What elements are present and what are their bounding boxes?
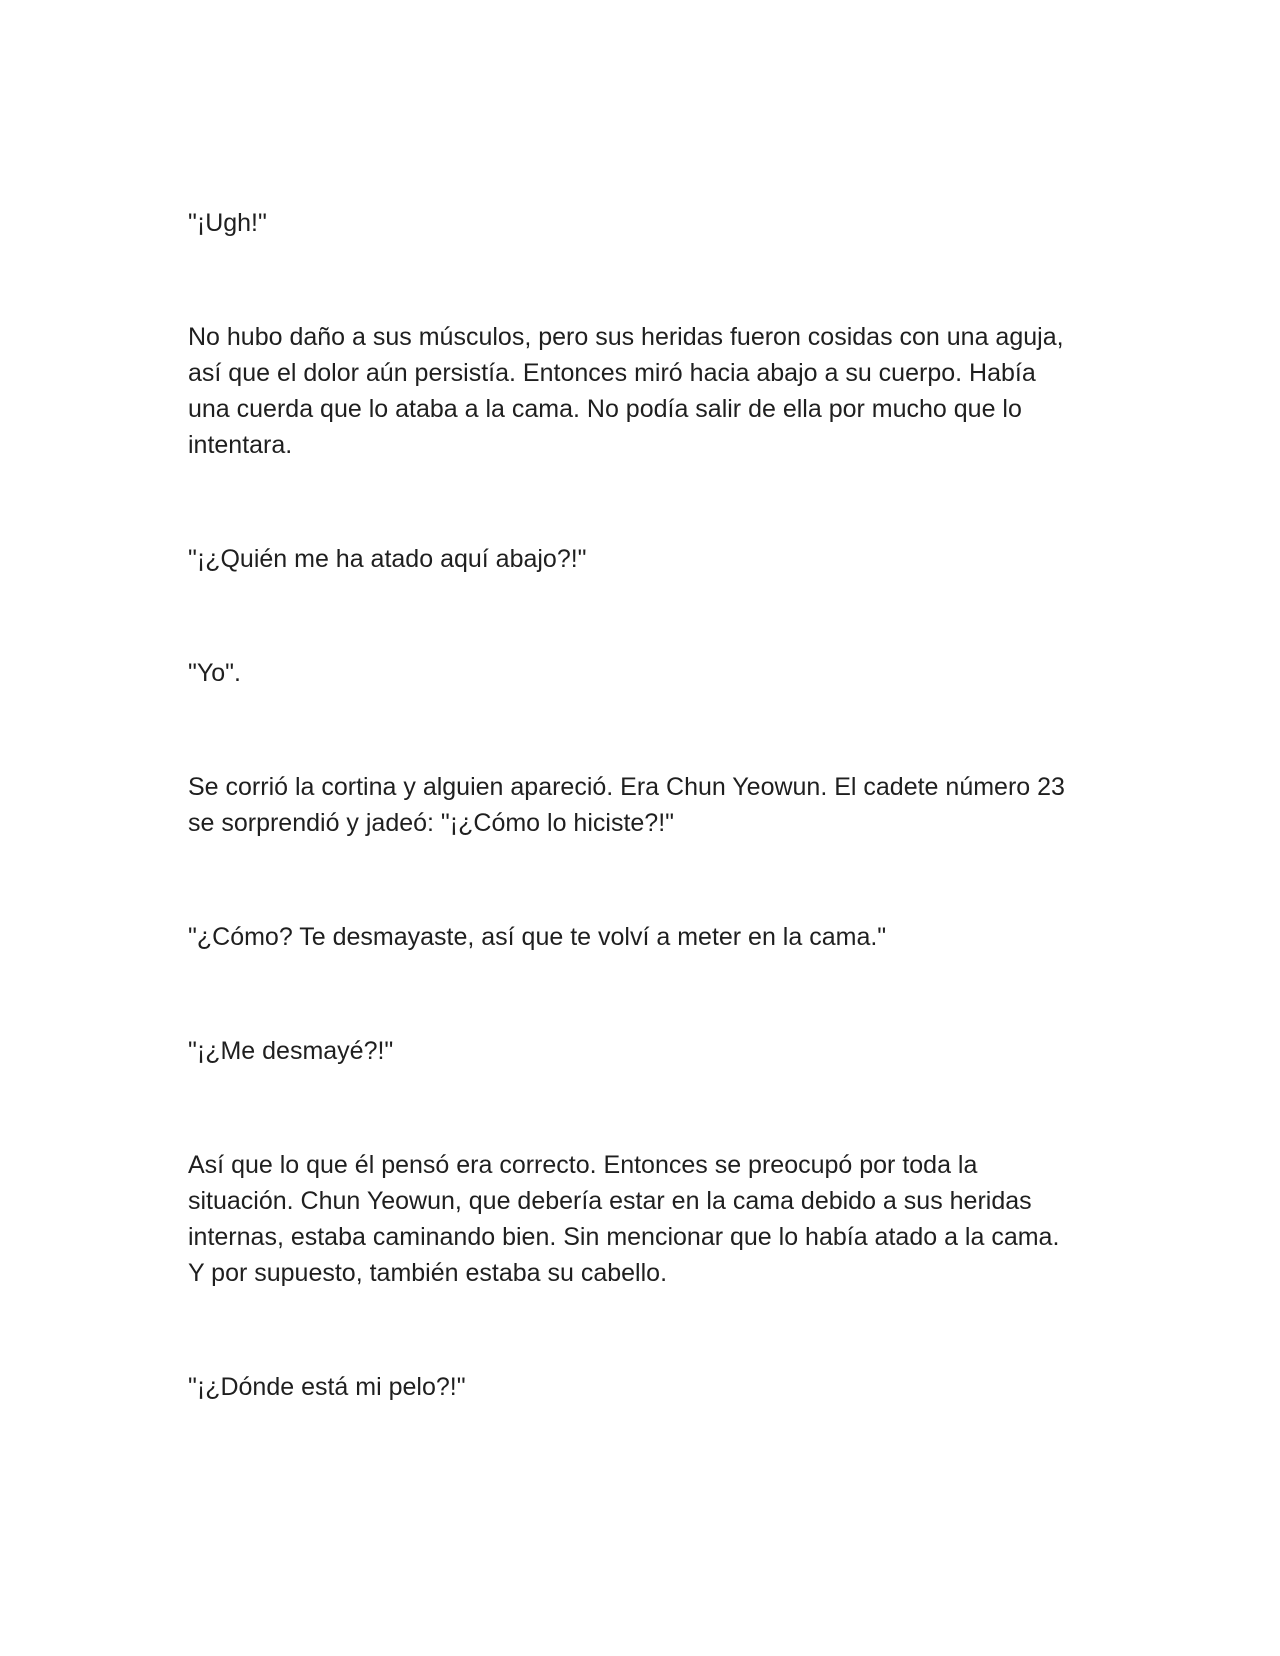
dialogue-paragraph: "¿Cómo? Te desmayaste, así que te volví a meter en la cama." xyxy=(188,923,887,951)
dialogue-paragraph: "Yo". xyxy=(188,659,241,687)
narration-paragraph: Se corrió la cortina y alguien apareció. Era Chun Yeowun. El cadete número 23 se sorprendió y jadeó: "¡¿Cómo lo hiciste?!" xyxy=(188,773,1065,837)
dialogue-paragraph: "¡Ugh!" xyxy=(188,209,267,237)
dialogue-paragraph: "¡¿Quién me ha atado aquí abajo?!" xyxy=(188,545,587,573)
narration-paragraph: Así que lo que él pensó era correcto. Entonces se preocupó por toda la situación. Chun Yeowun, que debería estar en la cama debido a sus heridas internas, estaba caminando bien. Sin mencionar que lo había atado a la cama. Y por supuesto, también estaba su cabello. xyxy=(188,1151,1060,1287)
dialogue-paragraph: "¡¿Me desmayé?!" xyxy=(188,1037,394,1065)
dialogue-paragraph: "¡¿Dónde está mi pelo?!" xyxy=(188,1373,466,1401)
narration-paragraph: No hubo daño a sus músculos, pero sus heridas fueron cosidas con una aguja, así que el dolor aún persistía. Entonces miró hacia abajo a su cuerpo. Había una cuerda que lo ataba a la cama. No podía salir de ella por mucho que lo intentara. xyxy=(188,323,1064,459)
